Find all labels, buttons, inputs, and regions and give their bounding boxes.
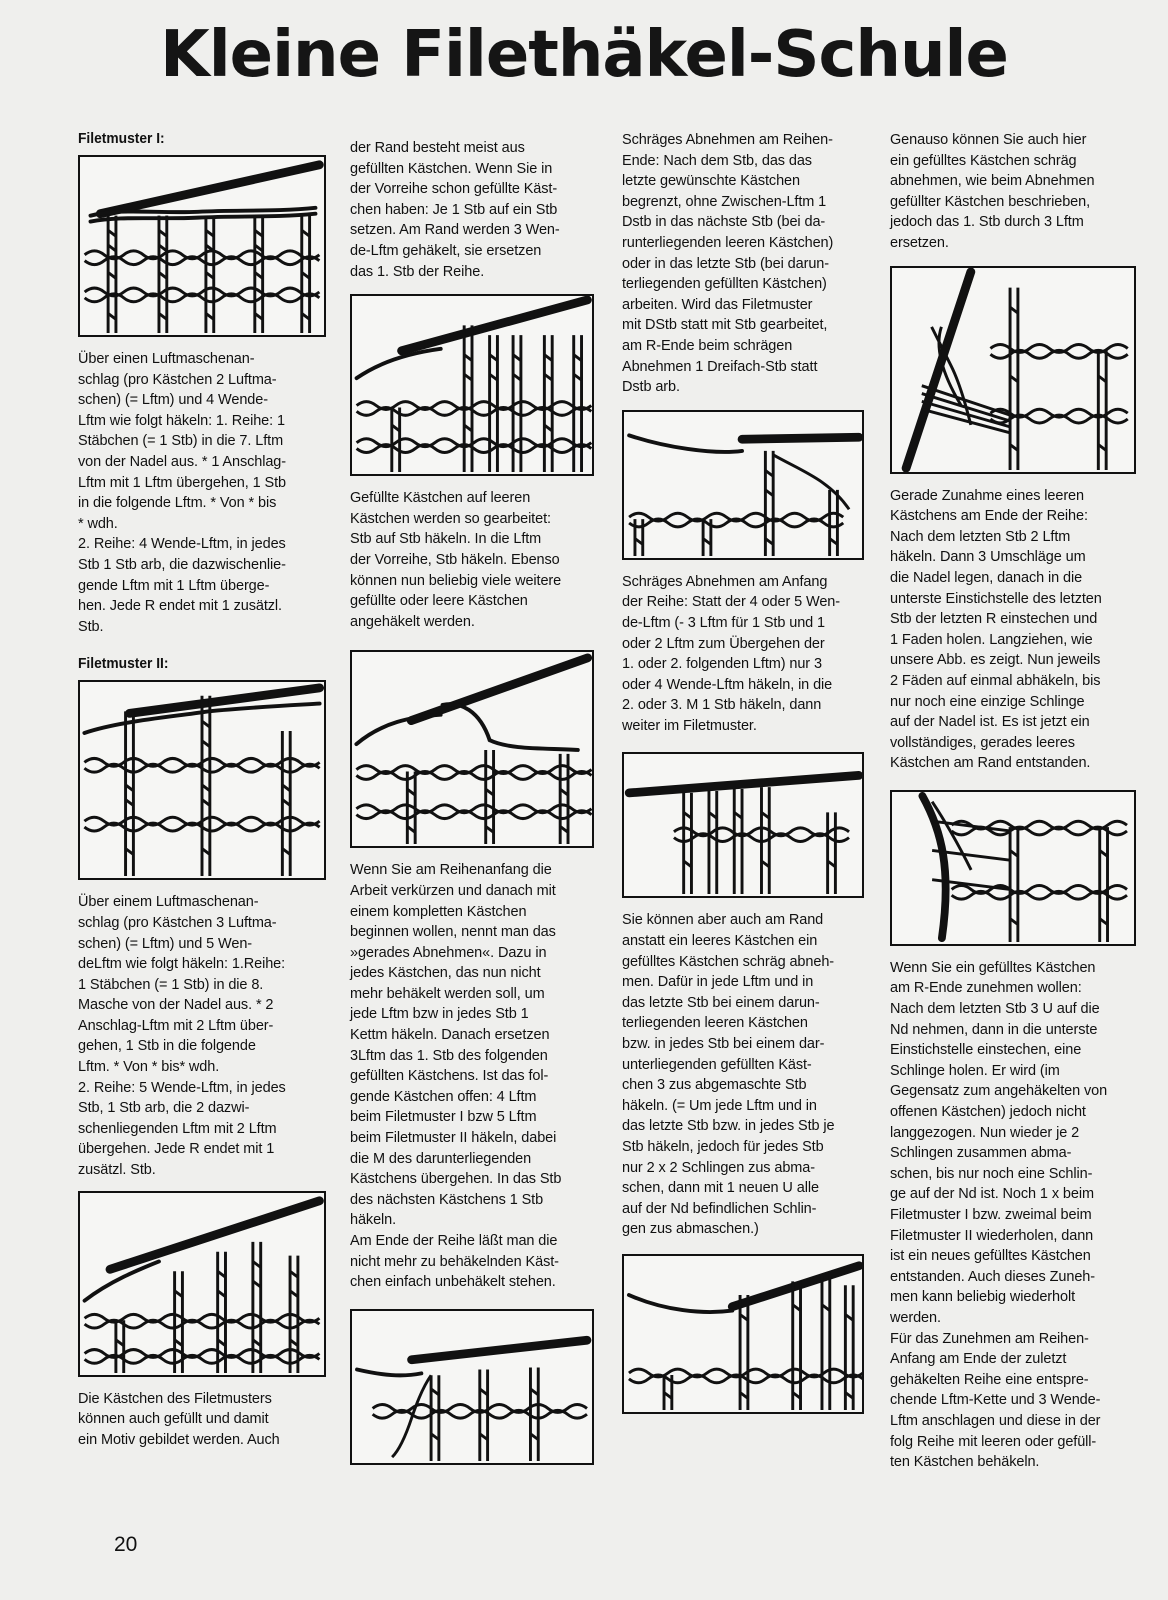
crochet-illustration-straight-decrease: [350, 650, 594, 848]
crochet-illustration-row-end: [350, 1309, 594, 1465]
crochet-illustration-slanted-decrease-end: [622, 410, 864, 560]
heading-filetmuster-2: Filetmuster II:: [78, 655, 169, 673]
heading-filetmuster-1: Filetmuster I:: [78, 130, 165, 147]
text-filetmuster-1: Über einen Luftmaschenan- schlag (pro Kästchen 2 Luftma- schen) (= Lftm) und 4 Wende- Lftm wie folgt häkeln: 1. Reihe: 1 Stäbchen (= 1 Stb) in die 7. Lftm von der Nadel aus. * 1 Anschlag- Lftm mit 1 Lftm übergehen, 1 Stb in die folgende Lftm. * Von * bis * wdh. 2. Reihe: 4 Wende-Lftm, in jedes Stb 1 Stb arb, die dazwischenlie- gende Lftm mit 1 Lftm überge- hen. Jede R endet mit 1 zusätzl. Stb.: [78, 351, 286, 635]
crochet-illustration-filet-2: [78, 680, 326, 880]
text-slanted-filled-decrease: Sie können aber auch am Rand anstatt ein leeres Kästchen ein gefülltes Kästchen schräg abneh- men. Dafür in jede Lftm und in das letzte Stb bei einem darun- terliegenden leeren Kästchen bzw. in jedes Stb bei einem dar- unterliegenden gefüllten Käst- chen 3 zus abgemaschte Stb häkeln. (= Um jede Lftm und in das letzte Stb bzw. in jedes Stb je Stb häkeln, jedoch für jedes Stb nur 2 x 2 Schlingen zus abma- schen, dann mit 1 neuen U alle auf der Nd befindlichen Schlin- gen zus abmaschen.): [622, 912, 835, 1238]
text-slanted-decrease-end: Schräges Abnehmen am Reihen- Ende: Nach dem Stb, das das letzte gewünschte Kästchen begrenzt, ohne Zwischen-Lftm 1 Dstb in das nächste Stb (bei da- runterliegenden leeren Kästchen) oder in das letzte Stb (bei darun- terliegenden gefüllten Kästchen) arbeiten. Wird das Filetmuster mit DStb statt mit Stb gearbeitet, am R-Ende beim schrägen Abnehmen 1 Dreifach-Stb statt Dstb arb.: [622, 132, 834, 396]
text-filled-squares: Die Kästchen des Filetmusters können auch gefüllt und damit ein Motiv gebildet werden. Auch: [78, 1390, 280, 1448]
crochet-illustration-filet-1: [78, 155, 326, 337]
text-filetmuster-2: Über einem Luftmaschenan- schlag (pro Kästchen 3 Luftma- schen) (= Lftm) und 5 Wen- deLftm wie folgt häkeln: 1.Reihe: 1 Stäbchen (= 1 Stb) in die 8. Masche von der Nadel aus. * 2 Anschlag-Lftm mit 2 Lftm über- gehen, 1 Stb in die folgende Lftm. * Von * bis* wdh. 2. Reihe: 5 Wende-Lftm, in jedes Stb, 1 Stb arb, die 2 dazwi- schenliegenden Lftm mit 2 Lftm übergehen. Jede R endet mit 1 zusätzl. Stb.: [78, 894, 286, 1179]
column-2: [350, 138, 596, 1465]
page-number: 20: [114, 1533, 138, 1556]
crochet-illustration-filled-on-empty: [350, 294, 594, 476]
crochet-illustration-straight-increase: [890, 266, 1136, 474]
crochet-illustration-filled-increase: [890, 790, 1136, 946]
page-title: Kleine Filethäkel-Schule: [160, 18, 1008, 92]
text-filled-increase: Wenn Sie ein gefülltes Kästchen am R-Ende zunehmen wollen: Nach dem letzten Stb 3 U auf die Nd nehmen, dann in die unterste Einstichstelle einstechen, eine Schlinge holen. Er wird (im Gegensatz zum angehäkelten von offenen Kästchen) jedoch nicht langgezogen. Nun wieder je 2 Schlingen zusammen abma- schen, bis nur noch eine Schlin- ge auf der Nd ist. Noch 1 x beim Filetmuster I bzw. zweimal beim Filetmuster II wiederholen, dann ist ein neues gefülltes Kästchen entstanden. Auch dieses Zuneh- men kann beliebig wiederholt werden. Für das Zunehmen am Reihen- Anfang am Ende der zuletzt gehäkelten Reihe eine entspre- chende Lftm-Kette und 3 Wende- Lftm anschlagen und diese in der folg Reihe mit leeren oder gefüll- ten Kästchen behäkeln.: [890, 959, 1108, 1471]
chain-row: [85, 251, 320, 302]
column-1: [78, 130, 328, 1450]
text-straight-increase: Gerade Zunahme eines leeren Kästchens am Ende der Reihe: Nach dem letzten Stb 2 Lftm häkeln. Dann 3 Umschläge um die Nadel legen, danach in die unterste Einstichstelle des letzten Stb der letzten R einstechen und 1 Faden holen. Langziehen, wie unsere Abb. es zeigt. Nun jeweils 2 Fäden auf einmal abhäkeln, bis nur noch eine einzige Schlinge auf der Nadel ist. Es ist jetzt ein vollständiges, gerades leeres Kästchen am Rand entstanden.: [890, 487, 1102, 772]
text-slanted-filled-start: Genauso können Sie auch hier ein gefülltes Kästchen schräg abnehmen, wie beim Abnehmen gefüllter Kästchen beschrieben, jedoch das 1. Stb durch 3 Lftm ersetzen.: [890, 132, 1095, 251]
column-3: [622, 130, 866, 1414]
column-4: [890, 130, 1136, 1473]
text-straight-decrease: Wenn Sie am Reihenanfang die Arbeit verkürzen und danach mit einem kompletten Kästchen beginnen wollen, nennt man das »gerades Abnehmen«. Dazu in jedes Kästchen, das nun nicht mehr behäkelt werden soll, um jede Lftm bzw in jedes Stb 1 Kettm häkeln. Danach ersetzen 3Lftm das 1. Stb des folgenden gefüllten Kästchens. Ist das fol- gende Kästchen offen: 4 Lftm beim Filetmuster I bzw 5 Lftm beim Filetmuster II häkeln, dabei die M des darunterliegenden Kästchens übergehen. In das Stb des nächsten Kästchens 1 Stb häkeln. Am Ende der Reihe läßt man die nicht mehr zu behäkelnden Käst- chen einfach unbehäkelt stehen.: [350, 862, 562, 1291]
text-filled-on-empty: Gefüllte Kästchen auf leeren Kästchen werden so gearbeitet: Stb auf Stb häkeln. In die Lftm der Vorreihe, Stb häkeln. Ebenso können nun beliebig viele weitere gefüllte oder leere Kästchen angehäkelt werden.: [350, 490, 562, 630]
crochet-illustration-slanted-decrease-start: [622, 752, 864, 898]
crochet-illustration-cluster-stitch: [622, 1254, 864, 1414]
crochet-illustration-filled-squares: [78, 1191, 326, 1377]
text-slanted-decrease-start: Schräges Abnehmen am Anfang der Reihe: Statt der 4 oder 5 Wen- de-Lftm (- 3 Lftm für 1 Stb und 1 oder 2 Lftm zum Übergehen der 1. oder 2. folgenden Lftm) nur 3 oder 4 Wende-Lftm häkeln, in die 2. oder 3. M 1 Stb häkeln, dann weiter im Filetmuster.: [622, 573, 840, 734]
text-border-filled: der Rand besteht meist aus gefüllten Kästchen. Wenn Sie in der Vorreihe schon gefüllte Käst- chen haben: Je 1 Stb auf ein Stb setzen. Am Rand werden 3 Wen- de-Lftm gehäkelt, sie ersetzen das 1. Stb der Reihe.: [350, 140, 560, 280]
